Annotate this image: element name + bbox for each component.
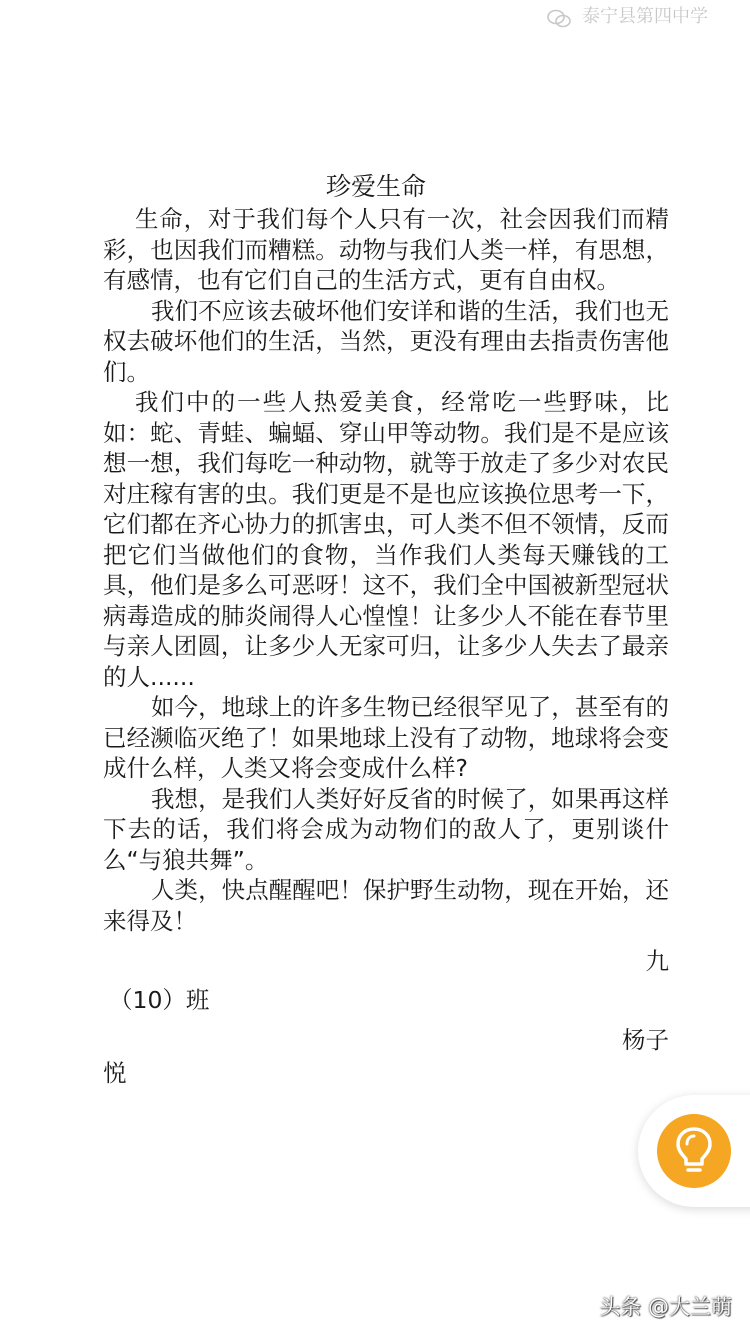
signature-class-a: 九: [645, 947, 669, 975]
lightbulb-icon: [674, 1126, 714, 1176]
paragraph-6: 人类，快点醒醒吧！保护野生动物，现在开始，还来得及！: [103, 876, 669, 935]
paragraph-5: 我想，是我们人类好好反省的时候了，如果再这样下去的话，我们将会成为动物们的敌人了，更别谈什么“与狼共舞”。: [103, 784, 669, 874]
paragraph-1: 生命，对于我们每个人只有一次，社会因我们而精彩，也因我们而糟糕。动物与我们人类一样，有思想，有感情，也有它们自己的生活方式，更有自由权。: [103, 205, 669, 294]
article-title: 珍爱生命: [325, 172, 426, 201]
signature-name-a: 杨子: [622, 1026, 669, 1054]
watermark-main: 头条 @大兰萌: [599, 1295, 732, 1319]
signature-class-b: （10）班: [109, 985, 210, 1014]
paragraph-2: 我们不应该去破坏他们安详和谐的生活，我们也无权去破坏他们的生活，当然，更没有理由去指责伤害他们。: [103, 296, 669, 386]
watermark-source: 泰宁县第四中学: [582, 6, 708, 27]
signature-name-b: 悦: [103, 1058, 127, 1087]
article: [103, 170, 669, 1088]
watermark: [599, 1288, 732, 1324]
lightbulb-circle[interactable]: [657, 1114, 731, 1188]
wechat-icon: [546, 8, 572, 34]
floating-lightbulb-button[interactable]: [638, 1095, 750, 1207]
paragraph-3: 我们中的一些人热爱美食，经常吃一些野味，比如：蛇、青蛙、蝙蝠、穿山甲等动物。我们是不是应该想一想，我们每吃一种动物，就等于放走了多少对农民对庄稼有害的虫。我们更是不是也应该换位思考一下，它们都在齐心协力的抓害虫，可人类不但不领情，反而把它们当做他们的食物，当作我们人类每天赚钱的工具，他们是多么可恶呀！这不，我们全中国被新型冠状病毒造成的肺炎闹得人心惶惶！让多少人不能在春节里与亲人团圆，让多少人无家可归，让多少人失去了最亲的人......: [103, 388, 669, 691]
paragraph-4: 如今，地球上的许多生物已经很罕见了，甚至有的已经濒临灭绝了！如果地球上没有了动物，地球将会变成什么样，人类又将会变成什么样?: [103, 693, 669, 782]
